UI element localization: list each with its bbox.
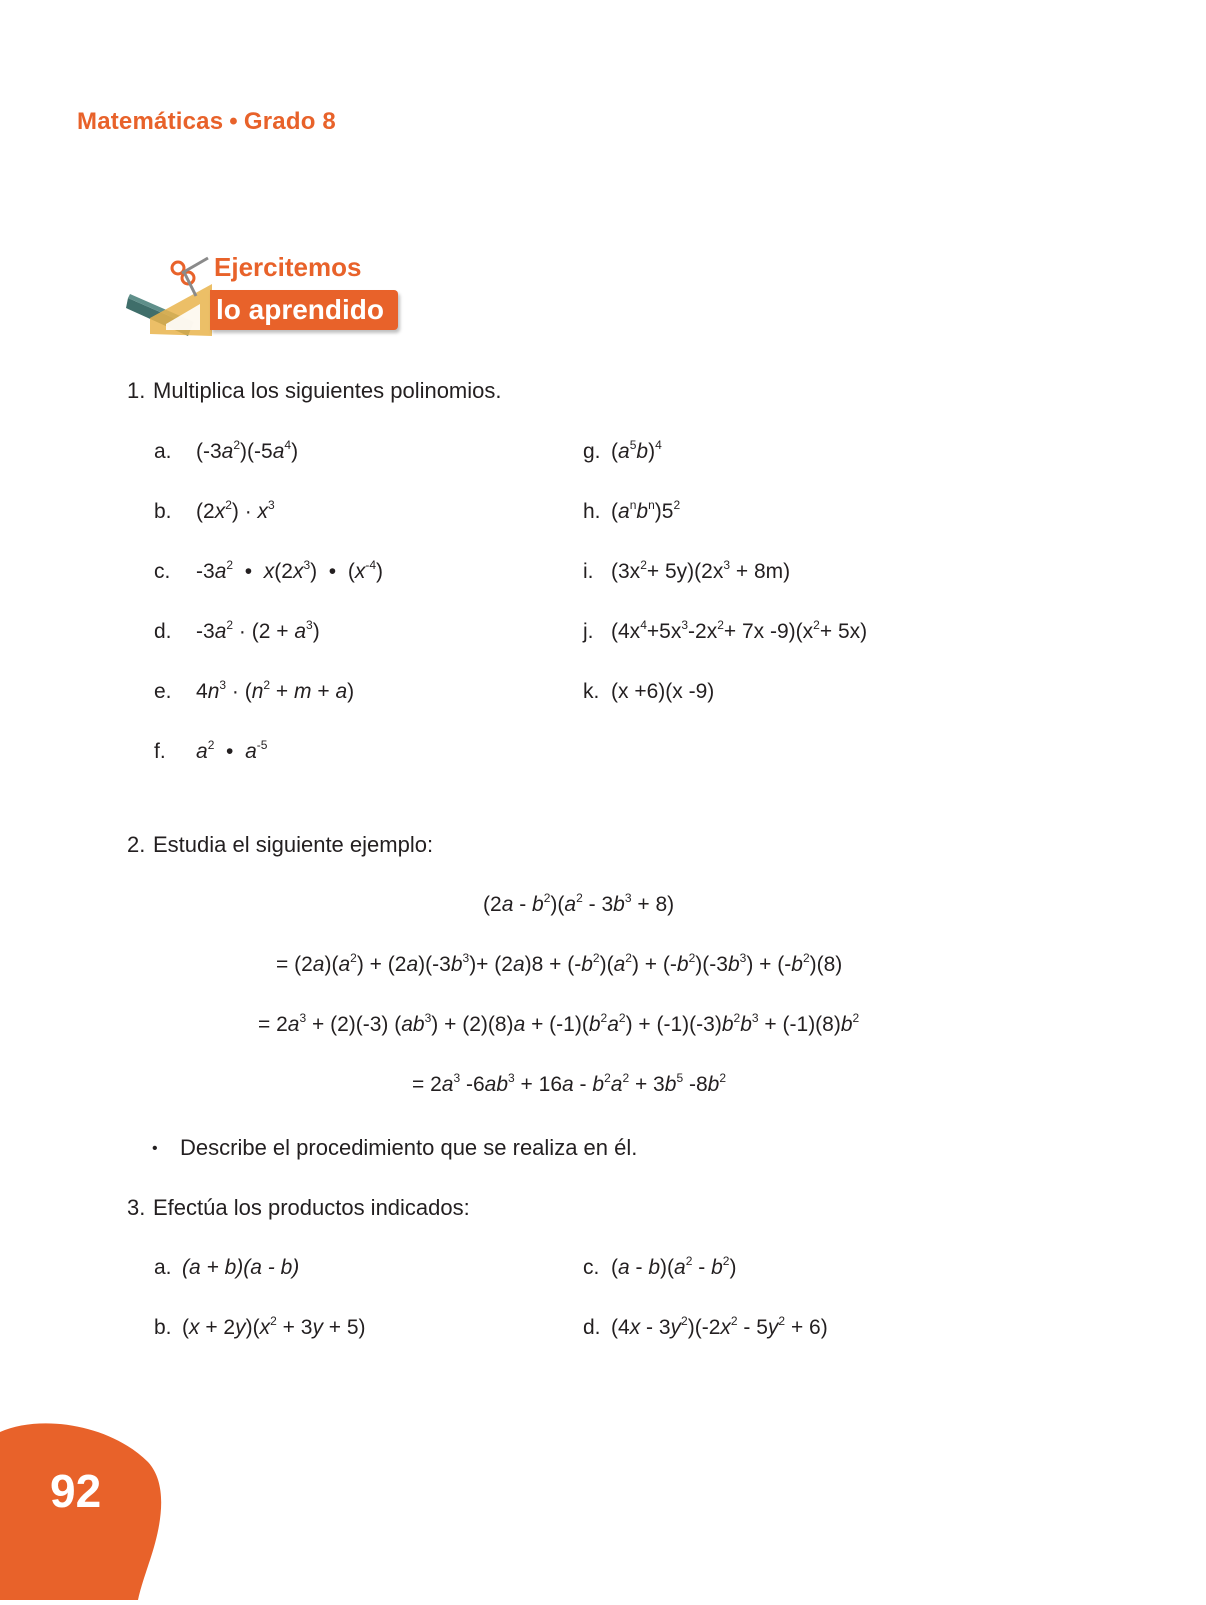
exercise-3d: d. $(4x - 3y^2)(-2x^2 - 5y^2 + 6)$ bbox=[583, 1314, 828, 1339]
exercise-3a: a. (a + b)(a - b) bbox=[154, 1256, 300, 1279]
exercise-label: h. bbox=[583, 500, 601, 523]
subject-title: Matemáticas bbox=[77, 108, 224, 135]
exercise-1k: k. (x +6)(x -9) bbox=[583, 680, 715, 703]
example-line-2: = $(2a)(a^2) + (2a)(-3b^3)+ (2a)8 + (-b^2)(a^2) + (-b^2)(-3b^3) + (-b^2)(8)$ bbox=[276, 951, 843, 976]
exercise-label: f. bbox=[154, 740, 166, 763]
exercise-1h: h. $(a^nb^n)5^2$ bbox=[583, 498, 681, 523]
question-1 bbox=[127, 378, 502, 404]
question-1-prompt: Multiplica los siguientes polinomios. bbox=[153, 378, 502, 403]
question-2 bbox=[127, 832, 433, 858]
exercise-label: a. bbox=[154, 440, 172, 463]
exercise-1e: e. $4n^3 \cdot (n^2 + m + a)$ bbox=[154, 678, 355, 703]
exercise-label: b. bbox=[154, 1316, 172, 1339]
question-3-number: 3. bbox=[127, 1195, 146, 1220]
exercise-label: d. bbox=[154, 620, 172, 643]
page-header bbox=[77, 108, 336, 136]
example-line-4: = $2a^3$ $-6ab^3 + 16a - b^2a^2 + 3b^5$ $-8b^2$ bbox=[412, 1071, 727, 1096]
exercise-1d: d. $-3a^2 \cdot (2 + a^3)$ bbox=[154, 618, 320, 643]
exercise-label: j. bbox=[583, 620, 594, 643]
bullet-instruction bbox=[152, 1135, 637, 1161]
page-number: 92 bbox=[50, 1465, 102, 1517]
exercise-label: e. bbox=[154, 680, 172, 703]
exercise-label: i. bbox=[583, 560, 594, 583]
exercise-1i: i. $(3x^2+ 5y)(2x^3 + 8m)$ bbox=[583, 558, 791, 583]
exercise-label: g. bbox=[583, 440, 601, 463]
section-badge bbox=[126, 252, 406, 342]
bullet-icon: • bbox=[152, 1140, 158, 1157]
exercise-1j: j. ($4x^4+5x^3-2x^2+ 7x$ $-9)(x^2+ 5x)$ bbox=[583, 618, 868, 643]
exercise-label: b. bbox=[154, 500, 172, 523]
exercise-label: d. bbox=[583, 1316, 601, 1339]
exercise-1a: a. $(-3a^2)(-5a^4)$ bbox=[154, 438, 299, 463]
exercise-3c: c. $(a - b)(a^2 - b^2)$ bbox=[583, 1254, 737, 1279]
exercise-1c: c. $-3a^2$ • $x(2x^3)$ • $(x^{-4})$ bbox=[154, 558, 383, 583]
badge-title-line2: lo aprendido bbox=[210, 290, 398, 330]
exercise-label: c. bbox=[583, 1256, 600, 1279]
exercise-1g: g. $(a^5b)^4$ bbox=[583, 438, 662, 463]
exercise-label: k. bbox=[583, 680, 600, 703]
question-2-prompt: Estudia el siguiente ejemplo: bbox=[153, 832, 434, 857]
badge-title-line1: Ejercitemos bbox=[214, 252, 362, 282]
exercise-1b: b. $(2x^2) \cdot x^3$ bbox=[154, 498, 275, 523]
question-3-prompt: Efectúa los productos indicados: bbox=[153, 1195, 470, 1220]
exercise-1f: f. $a^2$ • $a^{-5}$ bbox=[154, 738, 268, 763]
grade-title: Grado 8 bbox=[243, 108, 336, 135]
question-3 bbox=[127, 1195, 470, 1221]
example-line-3: = $2a^3 + (2)(-3) (ab^3) + (2)(8)a + (-1)(b^2a^2) + (-1)(-3)b^2b^3 + (-1)(8)b^2$ bbox=[258, 1011, 860, 1036]
exercise-label: c. bbox=[154, 560, 171, 583]
bullet-text: Describe el procedimiento que se realiza en él. bbox=[180, 1135, 638, 1160]
exercise-3b: b. $(x + 2y)(x^2 + 3y + 5)$ bbox=[154, 1314, 366, 1339]
example-line-1: $(2a - b^2)(a^2 - 3b^3 + 8)$ bbox=[483, 891, 675, 916]
question-2-number: 2. bbox=[127, 832, 146, 857]
header-separator: • bbox=[229, 108, 238, 135]
exercise-label: a. bbox=[154, 1256, 172, 1279]
page-number-badge bbox=[0, 1420, 170, 1600]
question-1-number: 1. bbox=[127, 378, 146, 403]
